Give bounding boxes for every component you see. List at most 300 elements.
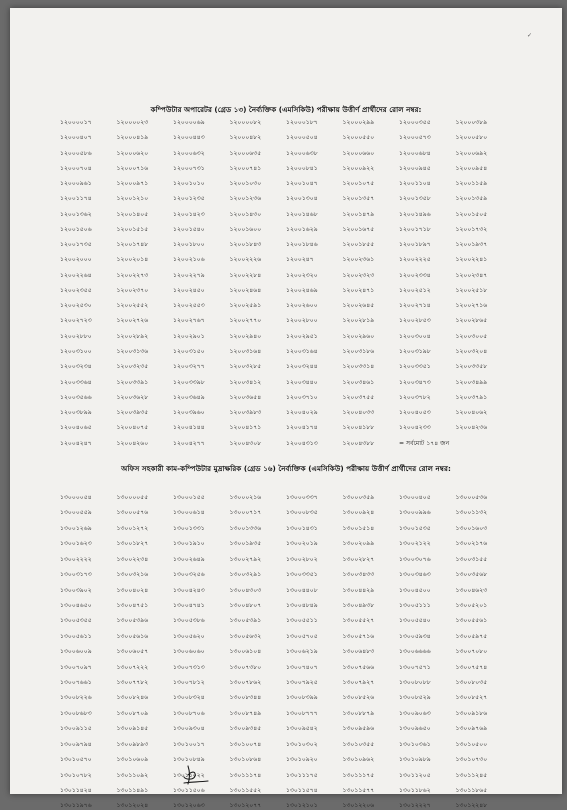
roll-number-cell: ১৩০০৫৫২৭ <box>342 617 375 625</box>
roll-number-cell: ১২০০২৮০০ <box>286 317 318 325</box>
roll-number-cell: ১৩০০০৯২৪ <box>342 509 375 517</box>
roll-number-cell: ১৩০০৯৭৬৯ <box>455 725 488 733</box>
roll-number-cell: ১২০০৪৩১৩ <box>286 439 318 447</box>
roll-number-cell: ১৩০০০৫৫৯ <box>60 509 92 517</box>
roll-number-cell: ১৩০০৪৮৪৯ <box>286 601 318 609</box>
roll-number-cell: ১২০০৩৯৩৫ <box>116 409 149 417</box>
roll-number-cell: ১২০০৪৩০৮ <box>229 439 262 447</box>
roll-number-cell: ১২০০২২৬৪ <box>60 271 92 279</box>
roll-number-cell: ১৩০০৯৬৫০ <box>399 725 431 733</box>
roll-number-cell: ১২০০১৬২৯ <box>286 225 318 233</box>
roll-number-cell: ১২০০০৬৩২ <box>173 149 205 157</box>
roll-number-cell: ১৩০০৮৫২৭ <box>455 694 488 702</box>
roll-number-cell: ১৩০১১১৭৫ <box>286 771 318 779</box>
roll-number-cell: ১২০০১৮৪৬ <box>286 241 318 249</box>
corner-tick-mark: ✓ <box>526 32 532 39</box>
roll-number-cell: ১৩০০০১৫৫ <box>173 494 205 501</box>
roll-number-cell: ১৩০০৭৫৭১ <box>399 663 431 671</box>
roll-number-cell: ১২০০২৮৯২ <box>116 332 149 340</box>
roll-number-cell: ১২০০৩১৯৮ <box>399 347 431 355</box>
roll-number-cell: ১২০০২৮৬৫ <box>455 317 488 325</box>
roll-number-cell: ১৩০১০০৭৪ <box>229 740 262 748</box>
roll-number-cell: ১২০০২৭২৬ <box>116 317 149 325</box>
roll-number-cell: ১২০০২২২৫ <box>399 256 431 264</box>
roll-number-cell: ১৩০০১৪৩১ <box>286 524 318 532</box>
roll-number-cell: ১৩০০৭৭৮২ <box>116 679 149 687</box>
roll-number-cell: ১৩০০৭৯২৫ <box>286 679 318 687</box>
roll-number-cell: ১২০০৩৭১০ <box>286 393 318 401</box>
roll-number-cell: ১২০০২৩৫৫ <box>60 286 92 294</box>
roll-number-cell: ১৩০০২১২২ <box>399 540 431 548</box>
roll-number-cell: ১৩০০৬৪৮৩ <box>342 648 375 656</box>
roll-number-cell: ১৩০০৭৩৮০ <box>229 663 262 671</box>
roll-number-cell: ১২০০৩৩৯৮ <box>173 378 205 386</box>
roll-number-cell: ১২০০৩৪৬১ <box>342 378 375 386</box>
roll-number-cell: ১২০০২৫৯১ <box>229 302 262 310</box>
roll-number-cell: ১২০০০৫৫০ <box>342 134 375 142</box>
roll-number-cell: ১৩০০৯০৬৩ <box>399 709 431 717</box>
roll-number-cell: ১৩০১১৮৬২ <box>399 787 431 795</box>
roll-number-cell: ১৩০০৩২১৬ <box>116 571 149 579</box>
roll-number-cell: ১৩০০৫৭০৫ <box>286 632 318 640</box>
roll-number-cell: ১৩০০২১৭৬ <box>455 540 488 548</box>
roll-number-cell: ১২০০০৩৫৫ <box>399 119 431 126</box>
roll-number-cell: ১২০০১৫১৫ <box>116 225 149 233</box>
roll-number-cell: ১৩০০০৩৫৯ <box>342 494 375 501</box>
roll-number-cell: ১৩০০২২২২ <box>60 555 92 563</box>
roll-number-cell: ১২০০০৬৯২ <box>455 149 488 157</box>
roll-number-cell: ১৩০০৮০৮৮ <box>399 679 431 687</box>
roll-number-cell: ১২০০২৩৭০ <box>116 286 149 294</box>
roll-number-cell: ১২০০৩০০৫ <box>455 332 488 340</box>
roll-number-cell: ১২০০২৩৩৪ <box>399 271 431 279</box>
roll-number-cell: ১২০০২০১৪ <box>116 256 149 264</box>
roll-number-cell: ১২০০২২৪১ <box>455 256 488 264</box>
roll-number-cell: ১২০০১২৩৫ <box>173 195 205 203</box>
roll-number-cell: ১৩০০৩২৯১ <box>229 571 262 579</box>
roll-number-cell: ১৩০০৩১৫৫ <box>455 555 488 563</box>
roll-number-cell: ১২০০২৮১৯ <box>342 317 375 325</box>
roll-number-cell: ১২০০৩৭৮২ <box>399 393 431 401</box>
roll-number-cell: ১৩০১১৫৫২ <box>229 787 262 795</box>
roll-number-cell: ১২০০০৫৮৬ <box>60 149 92 157</box>
roll-number-cell: ১৩০১১০২২ <box>173 771 205 779</box>
section2-title: অফিস সহকারী কাম-কম্পিউটার মুদ্রাক্ষরিক (গ্রেড ১৬) নৈর্ব্যক্তিক (এমসিকিউ) পরীক্ষায় উত্তীর্ণ প্রার্থীদের রোল নম্বর: <box>121 464 451 473</box>
roll-number-cell: ১২০০৩৯৮৩ <box>229 409 262 417</box>
roll-number-cell: ১৩০০৯৫৯৬ <box>342 725 375 733</box>
roll-number-cell: ১২০০৪১৪৪ <box>173 424 205 432</box>
roll-number-cell: ১২০০০২৯৯ <box>342 119 375 126</box>
roll-number-cell: ১৩০০০০৫৪ <box>60 494 92 501</box>
roll-number-cell: ১৩০০৯৩৪৫ <box>229 725 262 733</box>
roll-number-cell: ১২০০৩৩৫১ <box>399 363 431 371</box>
roll-number-cell: ১২০০১৩৬২ <box>60 210 92 218</box>
roll-number-cell: ১৩০১২০৭৭ <box>229 802 262 810</box>
roll-number-cell: ১২০০১৪২৩ <box>173 210 205 218</box>
roll-number-cell: ১২০০১০৪৭ <box>286 180 318 188</box>
roll-number-cell: ১৩০১০৫০০ <box>455 740 488 748</box>
roll-number-cell: ১২০০৪২৩৬ <box>455 424 488 432</box>
roll-number-cell: ১৩০১১০৯২ <box>116 771 149 779</box>
roll-number-cell: ১২০০৩০০৪ <box>399 332 431 340</box>
roll-number-cell: ১৩০০৫১১১ <box>399 601 431 609</box>
roll-number-cell: ১৩০০৫৬১৬ <box>116 632 149 640</box>
roll-number-cell: ১২০০০০২৩ <box>116 119 149 126</box>
roll-number-cell: ১২০০০৪০৭ <box>60 134 92 142</box>
roll-number-cell: ১৩০০৪৫০০ <box>399 586 431 594</box>
roll-number-cell: ১২০০০৮৪১ <box>286 164 318 172</box>
roll-number-cell: ১২০০৩৪৯৯ <box>455 378 488 386</box>
roll-number-cell: ১৩০০৬০৬০ <box>173 648 205 656</box>
roll-number-cell: ১২০০০৬৮৪ <box>399 149 431 157</box>
roll-number-cell: ১২০০৩১৩৬ <box>116 347 149 355</box>
roll-number-cell: ১৩০০৫৫৪০ <box>399 617 431 625</box>
roll-number-cell: ১২০০১৪৯৬ <box>399 210 431 218</box>
roll-number-cell: ১২০০৩৩১৪ <box>342 363 375 371</box>
roll-number-cell: ১৩০০১৫১৪ <box>342 524 375 532</box>
roll-number-cell: ১৩০১১৫৭৪ <box>286 787 318 795</box>
roll-number-cell: ১৩০০১৩৩১ <box>173 524 205 532</box>
roll-number-cell: ১২০০৪১৭১ <box>229 424 262 432</box>
roll-number-cell: ১২০০২৭১৬ <box>455 302 488 310</box>
roll-number-cell: ১২০০১৩৫৯ <box>455 195 488 203</box>
roll-number-cell: ১৩০০৪৩০৩ <box>229 586 262 594</box>
roll-number-cell: ১৩০১১৮৬৫ <box>455 787 488 795</box>
roll-number-cell: ১৩০০০৩৩৭ <box>286 494 318 501</box>
roll-number-cell: ১২০০৩২০৪ <box>455 347 488 355</box>
roll-number-cell: ১২০০১০১০ <box>173 180 205 188</box>
roll-number-cell: ১৩০০৫৩৯৬ <box>116 617 149 625</box>
roll-number-cell: ১৩০১০০১৭ <box>173 740 205 748</box>
roll-number-cell: ১২০০১৭১৮ <box>399 225 431 233</box>
roll-number-cell: ১২০০২৮৫৩ <box>399 317 431 325</box>
roll-number-cell: ১২০০২৭২৩ <box>60 317 92 325</box>
roll-number-cell: ১৩০০৮২২৬ <box>60 694 92 702</box>
roll-number-cell: ১২০০৪০৬২ <box>455 409 488 417</box>
roll-number-cell: ১৩০০১২৭২ <box>116 524 149 532</box>
roll-number-cell: ১২০০২৮৮০ <box>60 332 92 340</box>
roll-number-cell: ১৩০০৮৫২৯ <box>399 694 431 702</box>
roll-number-cell: ১২০০২৪৫০ <box>173 286 205 294</box>
roll-number-cell: ১২০০৩২৩৪ <box>60 363 92 371</box>
roll-number-cell: ১৩০০৬০০৯ <box>60 648 92 656</box>
roll-number-cell: ১৩০০২৮০২ <box>286 555 318 563</box>
roll-number-cell: ১২০০০৫৮০ <box>455 134 488 142</box>
roll-number-cell: ১৩০১১২৪৫ <box>455 771 488 779</box>
roll-number-cell: ১২০০১৮০০ <box>173 241 205 249</box>
roll-number-cell: ১৩০০০৬১৪ <box>173 509 205 517</box>
roll-number-cell: ১২০০১০৭৫ <box>342 180 375 188</box>
section1-title: কম্পিউটার অপারেটর (গ্রেড ১৩) নৈর্ব্যক্তিক (এমসিকিউ) পরীক্ষায় উত্তীর্ণ প্রার্থীদের রোল নম্বর: <box>150 105 422 114</box>
roll-number-cell: ১৩০০৯৫৪২ <box>286 725 318 733</box>
roll-number-cell: ১২০০২৩২০ <box>286 271 318 279</box>
roll-number-cell: ১২০০৩৪৭৩ <box>399 378 431 386</box>
roll-number-cell: ১২০০৩১৬৪ <box>286 347 318 355</box>
roll-number-cell: ১৩০০২২৩৪ <box>116 555 149 563</box>
roll-number-cell: ১২০০১৮৪৩ <box>229 241 262 249</box>
roll-number-cell: ১২০০১৩৫৮ <box>399 195 431 203</box>
roll-number-cell: ১৩০০৮৩৪৪ <box>229 694 262 702</box>
roll-number-cell: ১৩০০০৫৭৬ <box>116 509 149 517</box>
roll-number-cell: ১২০০৩৬২৮ <box>116 393 149 401</box>
roll-number-cell: ১২০০০৩৮৯ <box>455 119 488 126</box>
roll-number-cell: ১২০০২৭৬৭ <box>173 317 205 325</box>
roll-number-cell: ১৩০০৪৬২৩ <box>455 586 488 594</box>
roll-number-cell: ১৩০১১৫৭৭ <box>342 787 375 795</box>
roll-number-cell: ১২০০০০৮২ <box>229 119 262 126</box>
roll-number-cell: ১৩০০০৮৩৫ <box>286 509 318 517</box>
roll-number-cell: ১৩০১০৭৩০ <box>455 756 488 764</box>
roll-number-cell: ১২০০২২৭৯ <box>173 271 205 279</box>
roll-number-cell: ১৩০০০২১৬ <box>229 494 262 501</box>
roll-number-cell: ১৩০০৭৯২৭ <box>342 679 375 687</box>
roll-number-cell: ১২০০২৬৪৫ <box>342 302 375 310</box>
roll-number-cell: ১২০০১৭৪৮ <box>116 241 149 249</box>
roll-number-cell: ১২০০৪৩৮৮ <box>342 439 375 447</box>
roll-number-cell: ১২০০১৮৫৫ <box>342 241 375 249</box>
roll-number-cell: ১২০০২৭৭০ <box>229 317 262 325</box>
roll-number-cell: ১৩০১০৮৪৯ <box>173 756 205 764</box>
roll-number-cell: ১৩০০৭৮৬২ <box>229 679 262 687</box>
roll-number-cell: ১৩০০৫৫৬১ <box>455 617 488 625</box>
roll-number-cell: ১৩০০৮৭৭৭ <box>286 709 318 717</box>
roll-number-cell: ১৩০০৬২১৯ <box>286 648 318 656</box>
roll-number-cell: ১৩০০৮৫২৬ <box>342 694 375 702</box>
roll-number-cell: ১২০০১৪০৫ <box>116 210 149 218</box>
roll-number-cell: ১২০০২৩৪৭ <box>455 271 488 279</box>
roll-number-cell: ১২০০৩৩৬৪ <box>60 378 92 386</box>
roll-number-cell: ১৩০০৭২২২ <box>116 663 149 671</box>
roll-number-cell: ১২০০১১৫৯ <box>455 180 488 188</box>
roll-number-cell: ১৩০০৪৪০৮ <box>286 586 318 594</box>
roll-number-cell: ১২০০০৪১৯ <box>116 134 149 142</box>
roll-number-cell: ১৩০০৩২৫৬ <box>173 571 205 579</box>
roll-number-cell: ১২০০৪২৬০ <box>116 439 149 447</box>
roll-number-cell: ১২০০০০১৭ <box>60 119 92 126</box>
roll-number-cell: ১২০০০৯২২ <box>342 164 375 172</box>
roll-number-cell: ১২০০৩৩৫৮ <box>455 363 488 371</box>
roll-number-cell: ১২০০৪১৮৮ <box>342 424 375 432</box>
roll-number-cell: ১৩০০২০১৯ <box>286 540 318 548</box>
roll-number-cell: ১৩০০২০৯৯ <box>342 540 375 548</box>
roll-number-cell: ১২০০০৭১৬ <box>116 164 149 172</box>
roll-number-cell: ১৩০০২৮২৭ <box>342 555 375 563</box>
signature-icon <box>178 762 212 788</box>
roll-number-cell: ১২০০০৬২০ <box>116 149 149 157</box>
roll-number-cell: ১৩০০৪৯৩৮ <box>342 601 375 609</box>
roll-number-cell: ১২০০০৯৭১ <box>116 180 149 188</box>
roll-number-cell: ১৩০০৫৯৩৪ <box>399 632 431 640</box>
roll-number-cell: ১৩০০০৭১৭ <box>229 509 262 517</box>
roll-number-cell: ১২০০০৭৩১ <box>173 164 205 172</box>
roll-number-cell: ১৩০১২১০১ <box>286 802 318 810</box>
roll-number-cell: ১৩০০৩৩৫১ <box>286 571 318 579</box>
roll-number-cell: ১২০০১১০৪ <box>399 180 431 188</box>
roll-number-cell: ১৩০০৪২৪৩ <box>173 586 205 594</box>
roll-number-cell: ১২০০০৬৩৫ <box>229 149 262 157</box>
roll-number-cell: ১২০০৩৯৬০ <box>173 409 205 417</box>
roll-number-cell: ১৩০০৮৭৪৯ <box>229 709 262 717</box>
roll-number-cell: ১৩০০৩৯০২ <box>60 586 92 594</box>
roll-number-cell: ১২০০১৭৩২ <box>455 225 488 233</box>
roll-number-cell: ১২০০১৬০০ <box>229 225 262 233</box>
roll-number-cell: ১২০০২২৭৩ <box>116 271 149 279</box>
roll-number-cell: ১২০০২৯৫১ <box>286 332 318 340</box>
roll-number-cell: ১৩০০৯৮৯৩ <box>116 740 149 748</box>
roll-number-cell: ১৩০০৪৮০৭ <box>229 601 262 609</box>
roll-number-cell: ১২০০১৩৫৭ <box>342 195 375 203</box>
roll-number-cell: ১৩০০৫২০১ <box>455 601 488 609</box>
roll-number-cell: ১২০০০৭৪১ <box>229 164 262 172</box>
roll-number-cell: ১৩০০১৩৩৬ <box>229 524 262 532</box>
roll-number-cell: ১৩০০১২৬৯ <box>60 524 92 532</box>
roll-number-cell: ১৩০০৮৭০৬ <box>173 709 205 717</box>
roll-number-cell: ১২০০২৫৫৩ <box>173 302 205 310</box>
roll-number-cell: ১৩০০৪০২৪ <box>116 586 149 594</box>
roll-number-cell: ১৩০০১৮২৭ <box>116 540 149 548</box>
roll-number-cell: ১২০০৩২৮৫ <box>229 363 262 371</box>
roll-number-cell: ১২০০১২৩৬ <box>229 195 262 203</box>
roll-number-cell: ১৩০১১৯৭৬ <box>60 802 92 810</box>
roll-number-cell: ১২০০০০৬৯ <box>173 119 205 126</box>
roll-number-cell: ১৩০০৮৬৮৩ <box>60 709 92 717</box>
roll-number-cell: ১২০০৩৪১২ <box>229 378 262 386</box>
roll-number-cell: ১৩০০৪৪২৯ <box>342 586 375 594</box>
roll-number-cell: ১২০০৪০২৯ <box>286 409 318 417</box>
roll-number-cell: ১৩০০০৯৯৬ <box>399 509 431 517</box>
roll-number-cell: ১৩০০৮৮৭৯ <box>342 709 375 717</box>
roll-number-cell: ১২০০২৪৬৯ <box>286 286 318 294</box>
roll-number-cell: ১২০০৪২৪৭ <box>60 439 92 447</box>
roll-number-cell: ১৩০০১৬২৩ <box>60 540 92 548</box>
roll-number-cell: ১৩০১০৯৬২ <box>342 756 375 764</box>
roll-number-cell: ১৩০০৩৪৩৩ <box>342 571 375 579</box>
roll-number-cell: ১২০০০৯৬১ <box>60 180 92 188</box>
roll-number-cell: ১২০০২৪৭ <box>286 256 314 264</box>
roll-number-cell: ১২০০০৬৬০ <box>342 149 375 157</box>
roll-number-cell: ১৩০১২২২৭ <box>399 802 431 810</box>
roll-number-cell: ১৩০০৯১১৫ <box>60 725 92 733</box>
roll-number-cell: ১৩০০৩৫৬৮ <box>455 571 488 579</box>
roll-number-cell: ১২০০১৫৪০ <box>173 225 205 233</box>
roll-number-cell: ১২০০৩৬৫৪ <box>229 393 262 401</box>
roll-number-cell: ১২০০২৬০০ <box>286 302 318 310</box>
roll-number-cell: ১২০০২৪৬৪ <box>229 286 262 294</box>
roll-number-cell: ১৩০১১১৭৪ <box>229 771 262 779</box>
roll-number-cell: ১২০০৩১৬৪ <box>229 347 262 355</box>
roll-number-cell: ১২০০২০০০ <box>60 256 92 264</box>
roll-number-cell: ১২০০৪১৭৪ <box>286 424 318 432</box>
roll-number-cell: ১২০০৩২৪৪ <box>286 363 318 371</box>
roll-number-cell: ১৩০০১৯৩৫ <box>229 540 262 548</box>
roll-number-cell: ১২০০১৮৯৭ <box>399 241 431 249</box>
roll-number-cell: ১২০০৩৩৯১ <box>116 378 149 386</box>
roll-number-cell: ১৩০০৫৬৩২ <box>229 632 262 640</box>
roll-number-cell: ১২০০০৭০৪ <box>60 164 92 172</box>
roll-number-cell: ১২০০১৯৩৭ <box>455 241 488 249</box>
roll-number-cell: ১৩০০৯১৪৫ <box>116 725 149 733</box>
roll-number-cell: ১২০০১৫০৬ <box>60 225 92 233</box>
roll-number-cell: ১২০০৩৭৫৫ <box>342 393 375 401</box>
roll-number-cell: ১২০০২৯৪০ <box>229 332 262 340</box>
roll-number-cell: ১৩০০৭৬৬১ <box>60 679 92 687</box>
roll-number-cell: ১৩০০৩৪৬৩ <box>399 571 431 579</box>
roll-number-cell: ১২০০০৬৩৮ <box>286 149 318 157</box>
roll-number-cell: ১৩০০৬৬৬৬ <box>399 648 431 656</box>
roll-number-cell: ১৩০০৫৩৫৫ <box>60 617 92 625</box>
roll-number-cell: ১২০০১৪৬৮ <box>286 210 318 218</box>
roll-number-cell: ১৩০০৬০৫৭ <box>116 648 149 656</box>
roll-number-cell: ১৩০০১৫৩৫ <box>399 524 431 532</box>
roll-number-cell: ১৩০১০৭৮২ <box>60 771 92 779</box>
roll-number-cell: ১৩০১২২৪৮ <box>455 802 488 810</box>
section2-roll-grid <box>60 495 512 810</box>
roll-number-cell: ১৩০০২৭৯২ <box>229 555 262 563</box>
roll-number-cell: ১৩০০২৬৪৯ <box>173 555 205 563</box>
roll-number-cell: ১৩০১১৪২৪ <box>60 787 92 795</box>
roll-number-cell: ১২০০৩১০০ <box>60 347 92 355</box>
roll-number-cell: ১২০০১০৩০ <box>229 180 262 188</box>
roll-number-cell: ১৩০১০৮৬৪ <box>229 756 262 764</box>
roll-number-cell: ১৩০০৭৩১৩ <box>173 663 205 671</box>
roll-number-cell: ১২০০২৩২৩ <box>342 271 375 279</box>
roll-number-cell: ১৩০১২০২৪ <box>116 802 149 810</box>
roll-number-cell: ১৩০০১৯১০ <box>173 540 205 548</box>
roll-number-cell: ১২০০৩৬৪৯ <box>173 393 205 401</box>
roll-number-cell: ১৩০০৫৯৭৫ <box>455 632 488 640</box>
roll-number-cell: ১২০০৪০৬৫ <box>60 424 92 432</box>
roll-number-cell: ১২০০৪২৭৭ <box>173 439 205 447</box>
roll-number-cell: ১২০০২৫৩০ <box>60 302 92 310</box>
roll-number-cell: ১৩০০৫৭১৬ <box>342 632 375 640</box>
document-page <box>10 8 562 810</box>
roll-number-cell: ১৩০০৮০৩৫ <box>455 679 488 687</box>
roll-number-cell: ১২০০৩৫৬৬ <box>60 393 92 401</box>
roll-number-cell: ১৩০০৮৩২৪ <box>173 694 205 702</box>
roll-number-cell: ১৩০০৯৭৯৪ <box>60 740 92 748</box>
roll-number-cell: ১২০০১৪৭৯ <box>342 210 375 218</box>
roll-number-cell: ১৩০০৮৭০৯ <box>116 709 149 717</box>
roll-number-cell: ১৩০০৭৫৭৪ <box>455 663 488 671</box>
roll-number-cell: ১২০০২৭১৪ <box>399 302 431 310</box>
roll-number-cell: ১৩০১২০৬৩ <box>173 802 205 810</box>
roll-number-cell: ১৩০০০০৫৫ <box>116 494 149 501</box>
total-count: = সর্বমোট ১৭৪ জন <box>399 439 450 447</box>
roll-number-cell: ১৩০১০৫৭০ <box>60 756 92 764</box>
roll-number-cell: ১৩০১০৩৫৫ <box>342 740 375 748</box>
roll-number-cell: ১৩০০৩১৭৩ <box>60 571 92 579</box>
roll-number-cell: ১২০০২৫৫২ <box>116 302 149 310</box>
roll-number-cell: ১২০০২৪৭১ <box>342 286 375 294</box>
roll-number-cell: ১৩০০৯১৮৬ <box>455 709 488 717</box>
roll-number-cell: ১২০০০৯৪৫ <box>399 164 431 172</box>
roll-number-cell: ১২০০১৫০৫ <box>455 210 488 218</box>
roll-number-cell: ১৩০০৯৩০৪ <box>173 725 205 733</box>
roll-number-cell: ১২০০০১৮৭ <box>286 119 318 126</box>
section1-roll-grid <box>60 120 512 447</box>
roll-number-cell: ১৩০০০৫৩৬ <box>455 494 488 501</box>
roll-number-cell: ১৩০০৬১০৪ <box>229 648 262 656</box>
roll-number-cell: ১৩০১১৫০৬ <box>173 787 205 795</box>
roll-number-cell: ১৩০০৭০৮০ <box>455 648 488 656</box>
roll-number-cell: ১৩০০৭৫৬৬ <box>342 663 375 671</box>
roll-number-cell: ১৩০১০৯৮৯ <box>399 756 431 764</box>
roll-number-cell: ১২০০৩২৭৭ <box>173 363 205 371</box>
roll-number-cell: ১৩০০৭৮১২ <box>173 679 205 687</box>
roll-number-cell: ১২০০২২৮৪ <box>229 271 262 279</box>
roll-number-cell: ১৩০০১৬০৩ <box>455 524 488 532</box>
roll-number-cell: ১২০০৪০৭৫ <box>116 424 149 432</box>
